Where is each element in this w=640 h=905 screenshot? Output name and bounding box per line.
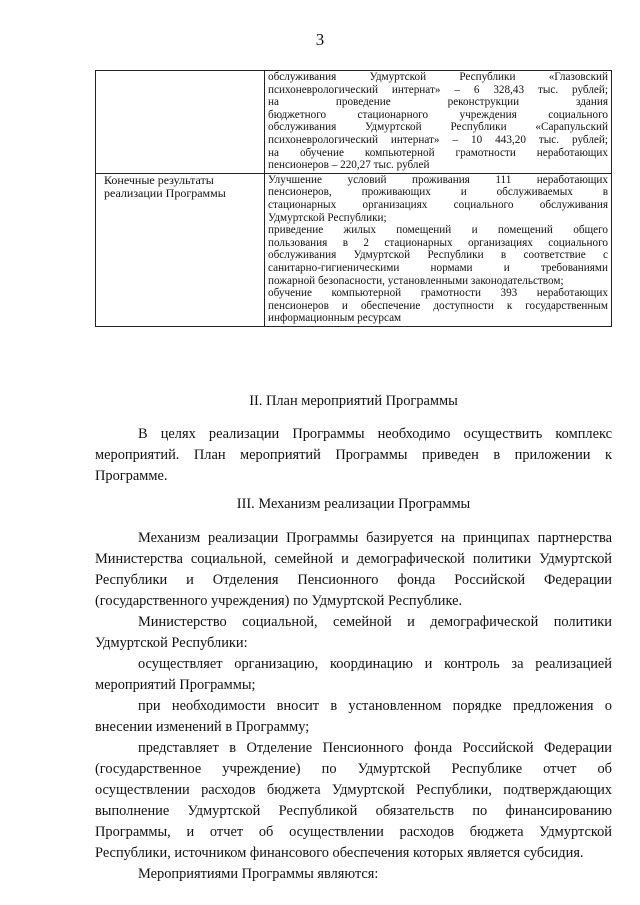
table-text-line: обслуживания Удмуртской Республики «Глазовский	[268, 71, 608, 83]
paragraph-plan	[95, 424, 612, 487]
paragraph-line: мероприятий. План мероприятий Программы приведен в приложении к	[95, 447, 612, 463]
table-cell-results	[265, 173, 612, 326]
paragraph-line: мероприятий Программы;	[95, 677, 256, 693]
table-text-line: пользования в 2 стационарных организациях социального	[268, 236, 608, 249]
table-text-line: бюджетного стационарного учреждения социального	[268, 108, 608, 121]
paragraph-line: внесении изменений в Программу;	[95, 719, 310, 735]
table-text-line: обслуживания Удмуртской Республики в соответствие с	[268, 249, 608, 262]
table-text-line: Улучшение условий проживания 111 неработающих	[268, 173, 608, 186]
paragraph-line: Министерства социальной, семейной и демографической политики Удмуртской	[95, 551, 612, 567]
table-text-line: приведение жилых помещений и помещений общего	[268, 224, 608, 237]
paragraph-line: представляет в Отделение Пенсионного фонда Российской Федерации	[138, 740, 612, 756]
paragraph-line: осуществлении расходов бюджета Удмуртской Республики, подтверждающих	[95, 782, 612, 798]
paragraph-line: осуществляет организацию, координацию и контроль за реализацией	[138, 656, 612, 672]
program-passport-table	[95, 70, 612, 327]
table-text-line: санитарно-гигиеническими нормами и требованиями	[268, 261, 608, 274]
table-text-line: на проведение реконструкции здания	[268, 96, 608, 109]
table-text-line: информационным ресурсам	[268, 312, 402, 325]
table-cell-label	[96, 173, 265, 326]
section-heading-plan: II. План мероприятий Программы	[249, 393, 458, 409]
paragraph-line: Республики, источником финансового обеспечения которых является субсидия.	[95, 845, 584, 861]
table-text-line: психоневрологический интернат» – 10 443,20 тыс. рублей;	[268, 133, 608, 146]
paragraph-line: Механизм реализации Программы базируется на принципах партнерства	[138, 530, 612, 546]
table-text-line: обслуживания Удмуртской Республики «Сарапульский	[268, 121, 608, 134]
table-text-line: пожарной безопасности, установленными законодательством;	[268, 274, 564, 287]
paragraph-line: Республики и Отделения Пенсионного фонда Российской Федерации	[95, 572, 612, 588]
paragraph-line: (государственное учреждение) по Удмуртской Республике отчет об	[95, 761, 612, 777]
table-text-line: Удмуртской Республики;	[268, 211, 387, 224]
table-text-line: пенсионеров и обеспечение доступности к государственным	[268, 299, 608, 312]
table-text-line: стационарных организациях социального обслуживания	[268, 198, 608, 211]
table-text-line: обучение компьютерной грамотности 393 неработающих	[268, 287, 608, 300]
table-text-line: пенсионеров, проживающих и обслуживаемых в	[268, 186, 608, 199]
paragraph-mechanism-intro	[95, 528, 612, 885]
paragraph-line: Программе.	[95, 468, 168, 484]
paragraph-line: Мероприятиями Программы являются:	[138, 866, 379, 882]
table-label-line: реализации Программы	[104, 186, 226, 201]
section-heading-mechanism: III. Механизм реализации Программы	[236, 496, 471, 512]
paragraph-line: при необходимости вносит в установленном порядке предложения о	[138, 698, 612, 714]
table-text-line: психоневрологический интернат» – 6 328,43 тыс. рублей;	[268, 83, 608, 96]
table-row	[96, 71, 612, 174]
paragraph-line: выполнение Удмуртской Республикой обязательств по финансированию	[95, 803, 612, 819]
paragraph-line: Программы, и отчет об осуществлении расходов бюджета Удмуртской	[95, 824, 612, 840]
paragraph-line: Удмуртской Республики:	[95, 635, 248, 651]
table-cell-label-empty	[96, 71, 265, 174]
table-text-line: на обучение компьютерной грамотности неработающих	[268, 146, 608, 159]
table-text-line: пенсионеров – 220,27 тыс. рублей	[268, 159, 430, 172]
paragraph-line: Министерство социальной, семейной и демографической политики	[138, 614, 612, 630]
paragraph-line: В целях реализации Программы необходимо осуществить комплекс	[138, 426, 612, 442]
table-label-line: Конечные результаты	[104, 172, 214, 187]
paragraph-line: (государственного учреждения) по Удмуртской Республике.	[95, 593, 463, 609]
page-number: 3	[315, 30, 325, 49]
table-row	[96, 173, 612, 326]
table-cell-funding	[265, 71, 612, 174]
